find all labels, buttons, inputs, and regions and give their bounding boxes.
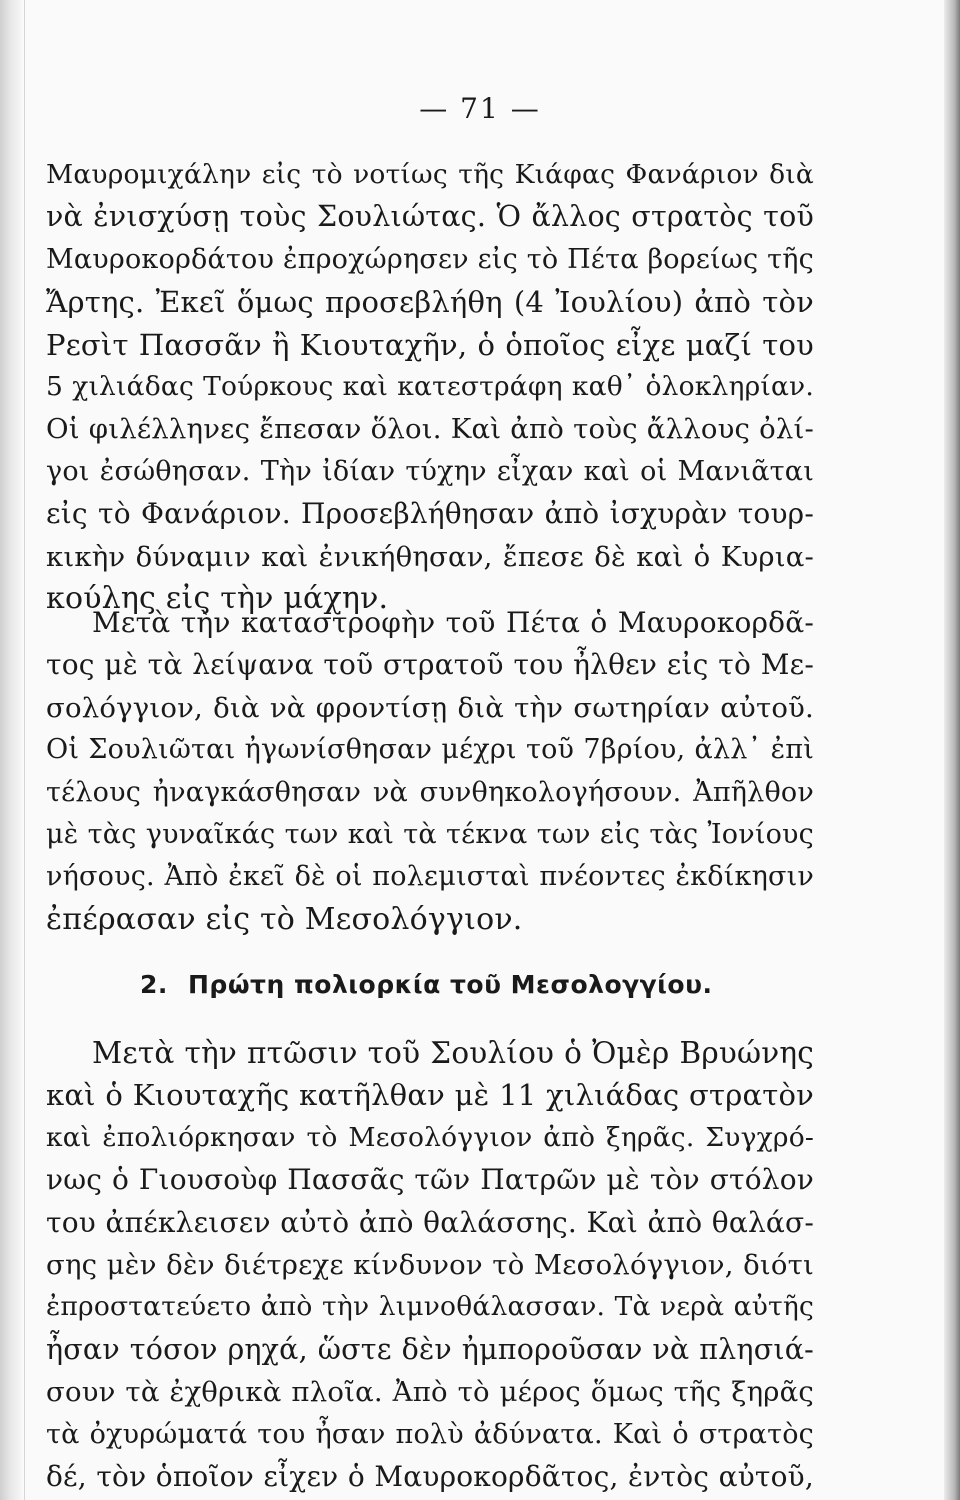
text-line: Μετὰ τὴν πτῶσιν τοῦ Σουλίου ὁ Ὀμὲρ Βρυώνης bbox=[92, 1036, 814, 1070]
text-line: ἐπροστατεύετο ἀπὸ τὴν λιμνοθάλασσαν. Τὰ νερὰ αὐτῆς bbox=[46, 1291, 814, 1323]
text-line: του ἀπέκλεισεν αὐτὸ ἀπὸ θαλάσσης. Καὶ ἀπὸ θαλάσ- bbox=[46, 1205, 814, 1239]
text-line: κούλης εἰς τὴν μάχην. bbox=[46, 580, 389, 616]
paragraph-2 bbox=[46, 602, 814, 941]
gutter-line bbox=[24, 0, 25, 1500]
text-line: τέλους ἠναγκάσθησαν νὰ συνθηκολογήσουν. Ἀπῆλθον bbox=[46, 776, 814, 808]
text-line: Ρεσὶτ Πασσᾶν ἢ Κιουταχῆν, ὁ ὁποῖος εἶχε μαζί του bbox=[46, 327, 814, 362]
text-line: νως ὁ Γιουσοὺφ Πασσᾶς τῶν Πατρῶν μὲ τὸν στόλον bbox=[46, 1163, 814, 1197]
text-line: σολόγγιον, διὰ νὰ φροντίσῃ διὰ τὴν σωτηρίαν αὐτοῦ. bbox=[46, 691, 814, 724]
text-line: καὶ ἐπολιόρκησαν τὸ Μεσολόγγιον ἀπὸ ξηρᾶς. Συγχρό- bbox=[46, 1121, 814, 1153]
paragraph-3 bbox=[46, 1032, 814, 1498]
binding-gutter bbox=[0, 0, 22, 1500]
text-line: Μαυρομιχάλην εἰς τὸ νοτίως τῆς Κιάφας Φανάριον διὰ bbox=[46, 159, 814, 190]
text-line: εἰς τὸ Φανάριον. Προσεβλήθησαν ἀπὸ ἰσχυρὰν τουρ- bbox=[46, 497, 814, 531]
text-line: Μετὰ τὴν καταστροφὴν τοῦ Πέτα ὁ Μαυροκορδᾶ- bbox=[92, 606, 814, 639]
text-line: ἦσαν τόσον ρηχά, ὥστε δὲν ἠμποροῦσαν νὰ πλησιά- bbox=[46, 1332, 814, 1366]
text-line: σουν τὰ ἐχθρικὰ πλοῖα. Ἀπὸ τὸ μέρος ὅμως τῆς ξηρᾶς bbox=[46, 1376, 814, 1409]
text-line: σης μὲν δὲν διέτρεχε κίνδυνον τὸ Μεσολόγγιον, διότι bbox=[46, 1248, 814, 1281]
section-heading bbox=[140, 968, 780, 1002]
text-line: Οἱ Σουλιῶται ἠγωνίσθησαν μέχρι τοῦ 7βρίου, ἀλλ᾽ ἐπὶ bbox=[46, 734, 814, 766]
section-number: 2. bbox=[140, 970, 168, 999]
text-line: δέ, τὸν ὁποῖον εἶχεν ὁ Μαυροκορδᾶτος, ἐντὸς αὐτοῦ, bbox=[46, 1459, 814, 1493]
text-line: Ἄρτης. Ἐκεῖ ὅμως προσεβλήθη (4 Ἰουλίου) ἀπὸ τὸν bbox=[46, 285, 814, 320]
text-line: γοι ἐσώθησαν. Τὴν ἰδίαν τύχην εἶχαν καὶ οἱ Μανιᾶται bbox=[46, 455, 814, 487]
text-line: νὰ ἐνισχύσῃ τοὺς Σουλιώτας. Ὁ ἄλλος στρατὸς τοῦ bbox=[46, 200, 814, 234]
text-line: τὰ ὀχυρώματά του ἦσαν πολὺ ἀδύνατα. Καὶ ὁ στρατὸς bbox=[46, 1418, 814, 1450]
text-line: τος μὲ τὰ λείψανα τοῦ στρατοῦ του ἦλθεν εἰς τὸ Με- bbox=[46, 648, 814, 682]
text-line: κικὴν δύναμιν καὶ ἐνικήθησαν, ἔπεσε δὲ καὶ ὁ Κυρια- bbox=[46, 540, 814, 573]
text-line: Μαυροκορδάτου ἐπροχώρησεν εἰς τὸ Πέτα βορείως τῆς bbox=[46, 243, 814, 275]
section-title: Πρώτη πολιορκία τοῦ Μεσολογγίου. bbox=[188, 970, 713, 999]
text-line: ἐπέρασαν εἰς τὸ Μεσολόγγιον. bbox=[46, 901, 523, 937]
text-line: καὶ ὁ Κιουταχῆς κατῆλθαν μὲ 11 χιλιάδας στρατὸν bbox=[46, 1078, 814, 1113]
text-line: νήσους. Ἀπὸ ἐκεῖ δὲ οἱ πολεμισταὶ πνέοντες ἐκδίκησιν bbox=[46, 861, 814, 893]
text-line: μὲ τὰς γυναῖκάς των καὶ τὰ τέκνα των εἰς τὰς Ἰονίους bbox=[46, 818, 814, 850]
text-line: Οἱ φιλέλληνες ἔπεσαν ὅλοι. Καὶ ἀπὸ τοὺς ἄλλους ὀλί- bbox=[46, 413, 814, 446]
page-number: — 71 — bbox=[419, 92, 541, 125]
page-edge bbox=[944, 0, 960, 1500]
text-line: 5 χιλιάδας Τούρκους καὶ κατεστράφη καθ᾽ ὁλοκληρίαν. bbox=[46, 370, 814, 402]
paragraph-1 bbox=[46, 154, 814, 620]
